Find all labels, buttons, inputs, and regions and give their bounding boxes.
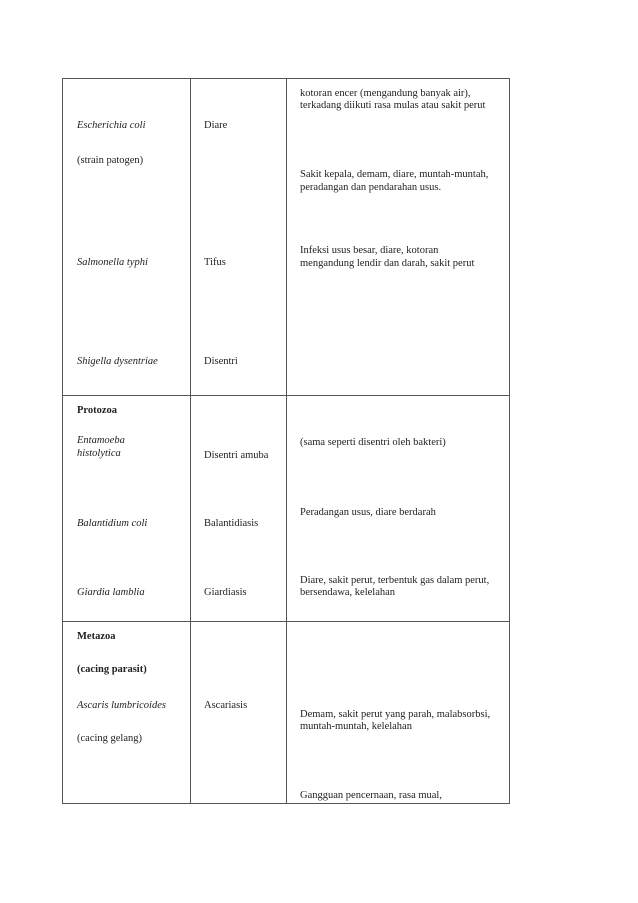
- disease-balantidiasis: Balantidiasis: [204, 518, 259, 529]
- giardia-symptoms-line2: bersendawa, kelelahan: [300, 587, 396, 598]
- organism-entamoeba-line2: histolytica: [77, 448, 121, 459]
- organism-salmonella-typhi: Salmonella typhi: [77, 257, 148, 268]
- subheading-cacing-parasit: (cacing parasit): [77, 664, 147, 675]
- disease-disentri-amuba: Disentri amuba: [204, 450, 269, 461]
- ecoli-symptoms-line2: terkadang diikuti rasa mulas atau sakit perut: [300, 100, 486, 111]
- ascaris-symptoms-line2: muntah-muntah, kelelahan: [300, 721, 412, 732]
- organism-entamoeba-line1: Entamoeba: [77, 435, 125, 446]
- organism-balantidium-coli: Balantidium coli: [77, 518, 148, 529]
- disease-tifus: Tifus: [204, 257, 226, 268]
- typhi-symptoms-line2: peradangan dan pendarahan usus.: [300, 182, 442, 193]
- heading-metazoa: Metazoa: [77, 631, 116, 642]
- ecoli-strain-note: (strain patogen): [77, 155, 144, 166]
- heading-protozoa: Protozoa: [77, 405, 118, 416]
- last-symptoms: Gangguan pencernaan, rasa mual,: [300, 790, 442, 801]
- ascaris-common-name: (cacing gelang): [77, 733, 143, 744]
- disease-diare: Diare: [204, 120, 228, 131]
- disease-disentri: Disentri: [204, 356, 238, 367]
- shigella-symptoms-line2: mengandung lendir dan darah, sakit perut: [300, 258, 475, 269]
- ecoli-symptoms-line1: kotoran encer (mengandung banyak air),: [300, 88, 471, 99]
- organism-shigella-dysentriae: Shigella dysentriae: [77, 356, 158, 367]
- organism-giardia-lamblia: Giardia lamblia: [77, 587, 145, 598]
- balantidium-symptoms: Peradangan usus, diare berdarah: [300, 507, 436, 518]
- disease-ascariasis: Ascariasis: [204, 700, 248, 711]
- giardia-symptoms-line1: Diare, sakit perut, terbentuk gas dalam perut,: [300, 575, 490, 586]
- entamoeba-symptoms: (sama seperti disentri oleh bakteri): [300, 437, 446, 448]
- ascaris-symptoms-line1: Demam, sakit perut yang parah, malabsorbsi,: [300, 709, 491, 720]
- disease-giardiasis: Giardiasis: [204, 587, 247, 598]
- organism-ascaris-lumbricoides: Ascaris lumbricoides: [77, 700, 166, 711]
- organism-escherichia-coli: Escherichia coli: [77, 120, 146, 131]
- shigella-symptoms-line1: Infeksi usus besar, diare, kotoran: [300, 245, 439, 256]
- typhi-symptoms-line1: Sakit kepala, demam, diare, muntah-muntah,: [300, 169, 489, 180]
